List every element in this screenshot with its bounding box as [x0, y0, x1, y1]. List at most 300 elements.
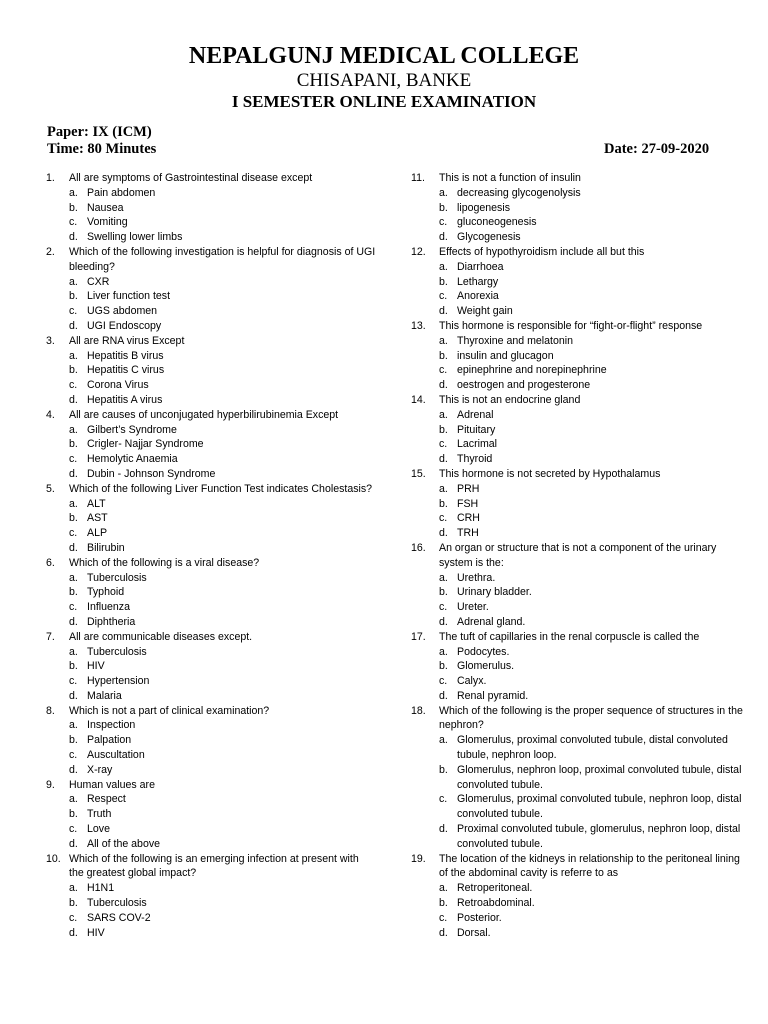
exam-title: I SEMESTER ONLINE EXAMINATION [231, 92, 537, 111]
question-stem [411, 541, 743, 571]
question-stem [411, 630, 743, 645]
option-text: Tuberculosis [87, 645, 147, 658]
question-stem [46, 245, 376, 275]
option-letter: c. [439, 675, 448, 688]
answer-option [46, 304, 376, 319]
option-letter: c. [439, 290, 448, 303]
option-text: Inspection [87, 719, 136, 732]
option-letter: a. [439, 482, 448, 495]
option-letter: c. [69, 379, 78, 392]
answer-option [46, 600, 376, 615]
question-number: 16. [411, 541, 426, 554]
option-letter: b. [69, 897, 78, 910]
answer-option [46, 674, 376, 689]
option-letter: a. [69, 793, 78, 806]
option-text: ALP [87, 527, 108, 540]
option-letter: d. [69, 615, 78, 628]
question-stem [46, 408, 376, 423]
option-letter: c. [439, 216, 448, 229]
answer-option [46, 926, 376, 941]
answer-option [411, 896, 743, 911]
option-letter: a. [439, 882, 448, 895]
option-letter: d. [439, 926, 448, 939]
question-stem [46, 556, 376, 571]
answer-option [411, 763, 743, 793]
option-letter: b. [439, 660, 448, 673]
date-label: Date: 27-09-2020 [604, 141, 710, 157]
question-text: All are symptoms of Gastrointestinal disease except [69, 172, 313, 184]
answer-option [46, 215, 376, 230]
answer-option [46, 585, 376, 600]
option-text: Lacrimal [457, 438, 498, 451]
question-item [46, 630, 376, 704]
question-text: This is not a function of insulin [439, 172, 581, 184]
option-text: Calyx. [457, 675, 487, 688]
option-letter: a. [69, 645, 78, 658]
option-text: Bilirubin [87, 541, 125, 554]
question-stem [411, 704, 743, 734]
option-text: Glomerulus, nephron loop, proximal convoluted tubule, distal convoluted tubule. [457, 763, 742, 791]
option-letter: a. [69, 882, 78, 895]
question-number: 18. [411, 704, 426, 717]
option-letter: b. [69, 364, 78, 377]
option-letter: b. [69, 734, 78, 747]
option-letter: a. [69, 349, 78, 362]
option-text: Dubin - Johnson Syndrome [87, 467, 216, 480]
answer-option [46, 718, 376, 733]
answer-option [46, 659, 376, 674]
option-letter: c. [69, 911, 78, 924]
option-letter: a. [439, 734, 448, 747]
option-text: lipogenesis [457, 201, 511, 214]
paper-label: Paper: IX (ICM) [47, 124, 152, 140]
option-letter: b. [439, 497, 448, 510]
answer-option [411, 437, 743, 452]
question-text: Which is not a part of clinical examination? [69, 704, 270, 717]
option-letter: b. [439, 763, 448, 776]
answer-option [46, 615, 376, 630]
answer-option [46, 733, 376, 748]
answer-option [411, 822, 743, 852]
option-letter: b. [69, 290, 78, 303]
answer-option [46, 571, 376, 586]
option-letter: d. [69, 837, 78, 850]
option-letter: c. [439, 512, 448, 525]
option-letter: d. [439, 823, 448, 836]
question-item [411, 852, 743, 941]
option-letter: d. [69, 689, 78, 702]
option-text: CRH [457, 512, 480, 525]
answer-option [46, 319, 376, 334]
answer-option [46, 763, 376, 778]
question-text: Human values are [69, 778, 155, 791]
option-letter: d. [69, 393, 78, 406]
answer-option [411, 881, 743, 896]
option-letter: a. [439, 571, 448, 584]
college-location: CHISAPANI, BANKE [296, 70, 472, 91]
option-text: Adrenal [457, 408, 494, 421]
answer-option [411, 571, 743, 586]
option-text: Retroperitoneal. [457, 882, 533, 895]
option-letter: b. [439, 423, 448, 436]
option-letter: b. [439, 586, 448, 599]
option-letter: c. [439, 911, 448, 924]
answer-option [46, 393, 376, 408]
option-text: Pituitary [457, 423, 496, 436]
answer-option [411, 482, 743, 497]
answer-option [411, 645, 743, 660]
question-stem [46, 630, 376, 645]
answer-option [46, 186, 376, 201]
option-letter: b. [69, 201, 78, 214]
answer-option [411, 497, 743, 512]
answer-option [411, 304, 743, 319]
option-text: Retroabdominal. [457, 897, 535, 910]
answer-option [411, 659, 743, 674]
option-text: Typhoid [87, 586, 125, 599]
option-text: Corona Virus [87, 379, 149, 392]
question-item [46, 704, 376, 778]
time-label: Time: 80 Minutes [47, 141, 157, 157]
option-text: Podocytes. [457, 645, 510, 658]
answer-option [46, 896, 376, 911]
option-text: Auscultation [87, 749, 145, 762]
option-letter: d. [439, 379, 448, 392]
question-text: All are causes of unconjugated hyperbilirubinemia Except [69, 408, 339, 421]
option-letter: c. [69, 675, 78, 688]
answer-option [411, 260, 743, 275]
answer-option [411, 511, 743, 526]
question-text: This hormone is responsible for “fight-or-flight” response [439, 319, 703, 332]
question-item [411, 467, 743, 541]
question-text: This is not an endocrine gland [439, 393, 581, 406]
answer-option [411, 911, 743, 926]
answer-option [411, 378, 743, 393]
question-stem [411, 319, 743, 334]
answer-option [411, 215, 743, 230]
option-letter: c. [439, 364, 448, 377]
answer-option [411, 600, 743, 615]
question-number: 9. [46, 778, 55, 791]
question-stem [46, 334, 376, 349]
option-text: UGS abdomen [87, 305, 158, 318]
option-letter: a. [69, 186, 78, 199]
option-text: Hemolytic Anaemia [87, 453, 178, 466]
option-letter: d. [69, 467, 78, 480]
option-text: TRH [457, 527, 479, 540]
answer-option [411, 526, 743, 541]
question-text: All are communicable diseases except. [69, 630, 253, 643]
option-text: Posterior. [457, 911, 502, 924]
question-number: 4. [46, 408, 55, 421]
answer-option [411, 423, 743, 438]
option-text: oestrogen and progesterone [457, 379, 591, 392]
question-stem [46, 704, 376, 719]
question-item [46, 334, 376, 408]
answer-option [411, 349, 743, 364]
answer-option [411, 452, 743, 467]
option-letter: a. [439, 334, 448, 347]
answer-option [411, 408, 743, 423]
answer-option [411, 615, 743, 630]
question-number: 5. [46, 482, 55, 495]
question-item [46, 852, 376, 941]
answer-option [411, 733, 743, 763]
question-stem [411, 171, 743, 186]
option-text: Anorexia [457, 290, 499, 303]
option-letter: b. [69, 660, 78, 673]
question-stem [46, 852, 376, 882]
answer-option [46, 452, 376, 467]
option-text: Lethargy [457, 275, 499, 288]
question-text: The location of the kidneys in relationship to the peritoneal lining of the abdominal cavity is referre to as [439, 852, 740, 880]
option-text: Hepatitis C virus [87, 364, 165, 377]
option-letter: a. [69, 423, 78, 436]
answer-option [46, 807, 376, 822]
question-item [411, 541, 743, 630]
option-letter: c. [69, 823, 78, 836]
answer-option [46, 230, 376, 245]
answer-option [46, 437, 376, 452]
answer-option [46, 837, 376, 852]
option-text: ALT [87, 497, 106, 510]
option-letter: b. [439, 349, 448, 362]
option-text: Renal pyramid. [457, 689, 529, 702]
option-text: gluconeogenesis [457, 216, 537, 229]
question-item [46, 171, 376, 245]
answer-option [411, 792, 743, 822]
answer-option [411, 363, 743, 378]
answer-option [46, 497, 376, 512]
option-letter: c. [439, 601, 448, 614]
question-stem [411, 852, 743, 882]
option-text: Glycogenesis [457, 231, 521, 244]
question-number: 13. [411, 319, 426, 332]
question-item [46, 408, 376, 482]
option-text: Adrenal gland. [457, 615, 526, 628]
option-letter: d. [439, 231, 448, 244]
question-number: 2. [46, 245, 55, 258]
option-letter: b. [69, 586, 78, 599]
question-item [46, 778, 376, 852]
answer-option [46, 511, 376, 526]
option-text: decreasing glycogenolysis [457, 186, 581, 199]
question-number: 7. [46, 630, 55, 643]
option-letter: d. [439, 527, 448, 540]
question-text: All are RNA virus Except [69, 334, 185, 347]
answer-option [411, 674, 743, 689]
option-text: Crigler- Najjar Syndrome [87, 438, 204, 451]
option-letter: a. [439, 186, 448, 199]
question-item [46, 482, 376, 556]
answer-option [46, 275, 376, 290]
option-text: Palpation [87, 734, 132, 747]
question-item [411, 704, 743, 852]
option-letter: a. [69, 275, 78, 288]
answer-option [46, 526, 376, 541]
option-text: Diphtheria [87, 615, 136, 628]
question-column-right [411, 171, 743, 940]
answer-option [46, 423, 376, 438]
option-letter: c. [69, 305, 78, 318]
option-letter: c. [69, 216, 78, 229]
option-letter: d. [439, 615, 448, 628]
question-text: This hormone is not secreted by Hypothalamus [439, 467, 661, 480]
option-text: Tuberculosis [87, 571, 147, 584]
question-text: An organ or structure that is not a component of the urinary system is the: [439, 541, 717, 569]
answer-option [411, 689, 743, 704]
option-text: Swelling lower limbs [87, 231, 183, 244]
question-number: 17. [411, 630, 426, 643]
question-stem [46, 171, 376, 186]
question-number: 3. [46, 334, 55, 347]
option-text: Ureter. [457, 601, 489, 614]
question-number: 8. [46, 704, 55, 717]
answer-option [411, 230, 743, 245]
option-text: Hepatitis A virus [87, 393, 163, 406]
answer-option [46, 911, 376, 926]
answer-option [46, 467, 376, 482]
option-letter: c. [69, 453, 78, 466]
answer-option [46, 881, 376, 896]
option-text: CXR [87, 275, 110, 288]
answer-option [411, 186, 743, 201]
option-text: Hepatitis B virus [87, 349, 164, 362]
question-stem [46, 482, 376, 497]
option-letter: d. [439, 689, 448, 702]
option-letter: d. [69, 231, 78, 244]
question-number: 19. [411, 852, 426, 865]
option-text: X-ray [87, 763, 113, 776]
option-text: Vomiting [87, 216, 128, 229]
answer-option [46, 822, 376, 837]
exam-header [0, 42, 768, 113]
option-text: Glomerulus, proximal convoluted tubule, nephron loop, distal convoluted tubule. [457, 793, 742, 821]
question-number: 6. [46, 556, 55, 569]
question-number: 15. [411, 467, 426, 480]
answer-option [46, 201, 376, 216]
option-letter: a. [69, 719, 78, 732]
option-text: insulin and glucagon [457, 349, 554, 362]
answer-option [411, 289, 743, 304]
option-text: Liver function test [87, 290, 171, 303]
question-number: 12. [411, 245, 426, 258]
option-letter: c. [69, 749, 78, 762]
option-text: FSH [457, 497, 479, 510]
option-text: Thyroxine and melatonin [457, 334, 574, 347]
option-letter: d. [69, 763, 78, 776]
option-text: SARS COV-2 [87, 911, 151, 924]
question-number: 1. [46, 172, 55, 184]
answer-option [46, 363, 376, 378]
option-letter: b. [439, 275, 448, 288]
option-text: UGI Endoscopy [87, 319, 162, 332]
option-letter: a. [439, 408, 448, 421]
option-text: Proximal convoluted tubule, glomerulus, nephron loop, distal convoluted tubule. [457, 823, 741, 850]
option-text: Gilbert’s Syndrome [87, 423, 177, 436]
question-number: 10. [46, 852, 61, 865]
option-text: PRH [457, 482, 480, 495]
question-text: Which of the following investigation is helpful for diagnosis of UGI bleeding? [69, 245, 376, 273]
option-text: Dorsal. [457, 926, 491, 939]
answer-option [46, 541, 376, 556]
option-text: Tuberculosis [87, 897, 147, 910]
option-text: Diarrhoea [457, 260, 504, 273]
question-text: Which of the following Liver Function Test indicates Cholestasis? [69, 482, 373, 495]
question-stem [411, 393, 743, 408]
question-stem [411, 467, 743, 482]
option-text: Truth [87, 808, 112, 821]
answer-option [411, 275, 743, 290]
answer-option [411, 926, 743, 941]
option-letter: a. [69, 497, 78, 510]
option-text: epinephrine and norepinephrine [457, 364, 607, 377]
question-item [411, 171, 743, 245]
option-letter: c. [69, 527, 78, 540]
option-text: AST [87, 512, 108, 525]
question-item [46, 556, 376, 630]
question-stem [46, 778, 376, 793]
question-number: 14. [411, 393, 426, 406]
option-text: H1N1 [87, 882, 115, 895]
option-letter: a. [439, 260, 448, 273]
option-text: Urethra. [457, 571, 496, 584]
option-text: Respect [87, 793, 126, 806]
answer-option [411, 201, 743, 216]
option-letter: a. [439, 645, 448, 658]
option-letter: d. [69, 319, 78, 332]
option-text: Glomerulus, proximal convoluted tubule, distal convoluted tubule, nephron loop. [457, 734, 728, 762]
college-name: NEPALGUNJ MEDICAL COLLEGE [188, 43, 580, 69]
option-letter: d. [69, 541, 78, 554]
option-text: Glomerulus. [457, 660, 515, 673]
answer-option [46, 792, 376, 807]
option-letter: b. [439, 897, 448, 910]
option-letter: b. [69, 438, 78, 451]
question-stem [411, 245, 743, 260]
question-text: The tuft of capillaries in the renal corpuscle is called the [439, 630, 700, 643]
option-text: All of the above [87, 837, 161, 850]
option-letter: b. [439, 201, 448, 214]
option-letter: a. [69, 571, 78, 584]
question-text: Effects of hypothyroidism include all but this [439, 245, 645, 258]
option-letter: b. [69, 808, 78, 821]
question-text: Which of the following is a viral disease? [69, 556, 260, 569]
question-column-left [46, 171, 376, 940]
question-item [411, 319, 743, 393]
option-text: Influenza [87, 601, 130, 614]
question-item [411, 630, 743, 704]
question-text: Which of the following is an emerging infection at present with the greatest global impact? [69, 852, 359, 880]
answer-option [411, 585, 743, 600]
answer-option [46, 748, 376, 763]
option-text: Love [87, 823, 110, 836]
option-letter: c. [439, 793, 448, 806]
option-text: HIV [87, 926, 105, 939]
option-text: Urinary bladder. [457, 586, 532, 599]
question-item [411, 245, 743, 319]
answer-option [46, 349, 376, 364]
option-letter: c. [69, 601, 78, 614]
option-text: HIV [87, 660, 105, 673]
option-text: Thyroid [457, 453, 493, 466]
option-letter: d. [439, 453, 448, 466]
option-text: Malaria [87, 689, 122, 702]
question-item [411, 393, 743, 467]
answer-option [46, 378, 376, 393]
option-letter: d. [69, 926, 78, 939]
question-item [46, 245, 376, 334]
